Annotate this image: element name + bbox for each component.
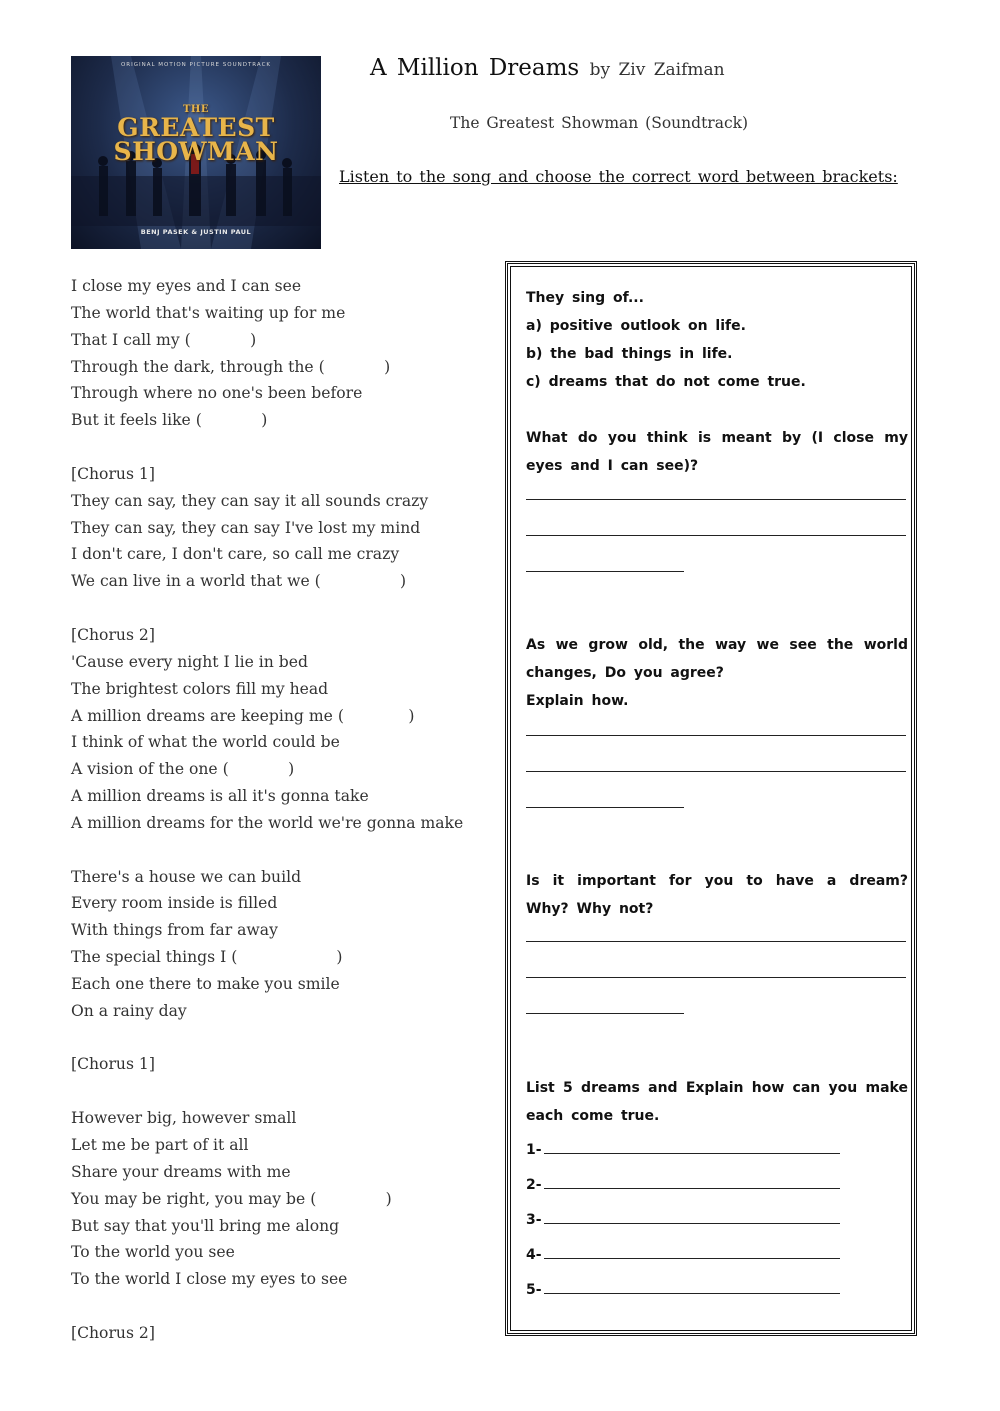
list-item-3[interactable]: [526, 1212, 840, 1228]
lyric-line: You may be right, you may be ( ): [71, 1189, 392, 1208]
question-5: List 5 dreams and Explain how can you make each come true.: [526, 1080, 908, 1124]
lyric-line: That I call my ( ): [71, 330, 257, 349]
chorus-label: [Chorus 2]: [71, 1323, 155, 1342]
lyric-line: They can say, they can say it all sounds crazy: [71, 491, 429, 510]
lyric-line: Through where no one's been before: [71, 384, 363, 403]
answer-line[interactable]: [526, 771, 906, 772]
cover-title-line2: SHOWMAN: [113, 137, 279, 166]
lyric-line: To the world you see: [71, 1243, 235, 1262]
answer-line[interactable]: [544, 1213, 840, 1224]
lyric-line: We can live in a world that we ( ): [71, 572, 407, 591]
cover-title: [71, 104, 321, 164]
questions-box: [505, 261, 917, 1336]
lyric-line: To the world I close my eyes to see: [71, 1270, 348, 1289]
blank-line: [71, 434, 501, 461]
lyric-line: But say that you'll bring me along: [71, 1216, 340, 1235]
question-3-text: As we grow old, the way we see the world changes, Do you agree?: [526, 637, 908, 681]
lyric-line: However big, however small: [71, 1109, 297, 1128]
cover-top-text: ORIGINAL MOTION PICTURE SOUNDTRACK: [120, 62, 272, 68]
lyric-line: I close my eyes and I can see: [71, 277, 302, 295]
option-a: a) positive outlook on life.: [526, 318, 746, 334]
lyric-line: I think of what the world could be: [71, 733, 340, 752]
lyric-line: Through the dark, through the ( ): [71, 357, 391, 376]
blank-line: [71, 595, 501, 622]
song-artist: by Ziv Zaifman: [589, 60, 725, 80]
lyric-line: With things from far away: [71, 921, 278, 940]
answer-line[interactable]: [526, 941, 906, 942]
lyric-line: A million dreams is all it's gonna take: [71, 787, 369, 806]
list-number: 4-: [526, 1247, 542, 1263]
answer-line[interactable]: [544, 1143, 840, 1154]
answer-line[interactable]: [526, 1013, 684, 1014]
lyric-line: There's a house we can build: [71, 867, 302, 886]
lyric-line: Let me be part of it all: [71, 1136, 249, 1154]
lyric-line: On a rainy day: [71, 1001, 187, 1020]
blank-line: [71, 837, 501, 864]
lyric-line: The brightest colors fill my head: [71, 679, 329, 698]
chorus-label: [Chorus 2]: [71, 625, 155, 644]
lyric-line: Each one there to make you smile: [71, 974, 340, 993]
song-title: [370, 55, 725, 81]
song-source: The Greatest Showman (Soundtrack): [450, 114, 749, 132]
list-item-1[interactable]: [526, 1142, 840, 1158]
question-1: [526, 284, 908, 396]
list-number: 1-: [526, 1142, 542, 1158]
answer-line[interactable]: [526, 535, 906, 536]
option-b: b) the bad things in life.: [526, 346, 733, 362]
list-item-2[interactable]: [526, 1177, 840, 1193]
lyric-line: A vision of the one ( ): [71, 760, 295, 779]
answer-line[interactable]: [526, 499, 906, 500]
lyric-line: 'Cause every night I lie in bed: [71, 652, 308, 671]
question-2: What do you think is meant by (I close my eyes and I can see)?: [526, 430, 908, 474]
lyric-line: A million dreams are keeping me ( ): [71, 706, 415, 725]
instruction-text: Listen to the song and choose the correct word between brackets:: [339, 167, 898, 186]
list-item-5[interactable]: [526, 1282, 840, 1298]
question-3-explain: Explain how.: [526, 693, 629, 709]
lyric-line: I don't care, I don't care, so call me crazy: [71, 545, 400, 564]
song-title-text: A Million Dreams: [370, 55, 580, 81]
lyric-line: Share your dreams with me: [71, 1162, 291, 1181]
lyric-line: The special things I ( ): [71, 948, 343, 967]
album-cover: [71, 56, 321, 249]
question-4: Is it important for you to have a dream? Why? Why not?: [526, 873, 908, 917]
blank-line: [71, 1293, 501, 1320]
blank-line: [71, 1078, 501, 1105]
question-3: [526, 631, 908, 715]
list-number: 3-: [526, 1212, 542, 1228]
cover-title-line1: GREATEST: [117, 113, 275, 142]
list-item-4[interactable]: [526, 1247, 840, 1263]
answer-line[interactable]: [544, 1248, 840, 1259]
answer-line[interactable]: [526, 977, 906, 978]
answer-line[interactable]: [544, 1178, 840, 1189]
list-number: 5-: [526, 1282, 542, 1298]
cover-title-the: THE: [182, 104, 209, 115]
lyric-line: A million dreams for the world we're gonna make: [71, 813, 464, 832]
blank-line: [71, 1025, 501, 1052]
cover-bottom-text: BENJ PASEK & JUSTIN PAUL: [140, 228, 252, 236]
option-c: c) dreams that do not come true.: [526, 374, 806, 390]
answer-line[interactable]: [544, 1283, 840, 1294]
list-number: 2-: [526, 1177, 542, 1193]
chorus-label: [Chorus 1]: [71, 464, 155, 483]
question-1-stem: They sing of...: [526, 290, 644, 306]
answer-line[interactable]: [526, 735, 906, 736]
lyric-line: Every room inside is filled: [71, 894, 278, 913]
answer-line[interactable]: [526, 807, 684, 808]
chorus-label: [Chorus 1]: [71, 1055, 155, 1074]
lyrics-column: [71, 273, 501, 1347]
answer-line[interactable]: [526, 571, 684, 572]
lyric-line: They can say, they can say I've lost my mind: [71, 518, 421, 537]
lyric-line: The world that's waiting up for me: [71, 303, 346, 322]
lyric-line: But it feels like ( ): [71, 411, 268, 430]
